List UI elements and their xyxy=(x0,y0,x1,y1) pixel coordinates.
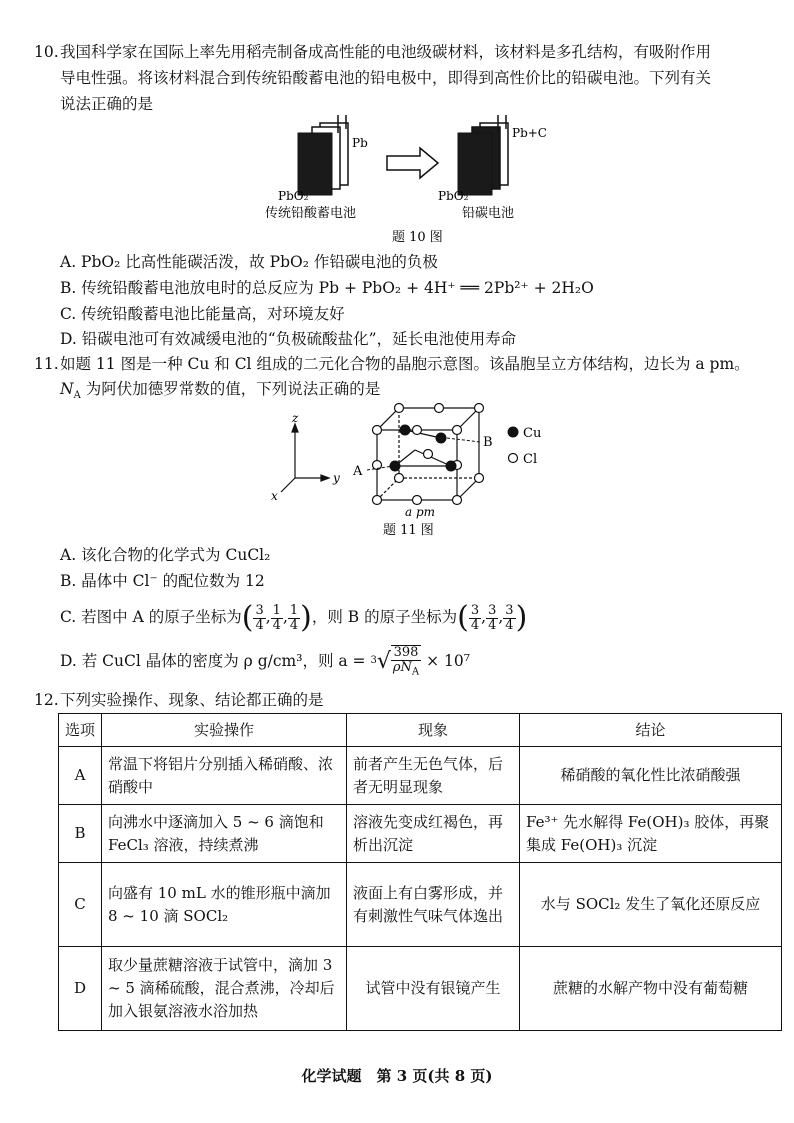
left-battery-plates xyxy=(298,115,348,195)
row-conclusion: 稀硝酸的氧化性比浓硝酸强 xyxy=(520,747,782,805)
header-conclusion: 结论 xyxy=(520,714,782,747)
point-b-label: B xyxy=(483,435,493,450)
header-option: 选项 xyxy=(59,714,102,747)
left-top-label: Pb xyxy=(352,136,368,150)
transform-arrow xyxy=(387,148,438,178)
header-operation: 实验操作 xyxy=(102,714,347,747)
table-row xyxy=(59,863,782,947)
q11-stem-line1: 如题 11 图是一种 Cu 和 Cl 组成的二元化合物的晶胞示意图。该晶胞呈立方体结构，边长为 a pm。 xyxy=(60,355,750,373)
fig11-title: 题 11 图 xyxy=(383,523,434,538)
q10-stem-line2: 导电性强。将该材料混合到传统铅酸蓄电池的铅电极中，即得到高性价比的铅碳电池。下列有关 xyxy=(60,69,712,87)
table-row xyxy=(59,947,782,1031)
q10-number: 10. xyxy=(34,43,59,61)
q10-option-a: A. PbO₂ 比高性能碳活泼，故 PbO₂ 作铅碳电池的负极 xyxy=(60,253,438,271)
row-option: B xyxy=(59,805,102,863)
q12-table xyxy=(58,713,782,1031)
q11-stem-line2: $N_A$ 为阿伏加德罗常数的值，下列说法正确的是 xyxy=(60,380,381,402)
row-conclusion: 水与 SOCl₂ 发生了氧化还原反应 xyxy=(520,863,782,947)
q11-figure xyxy=(265,400,565,540)
row-operation: 取少量蔗糖溶液于试管中，滴加 3 ~ 5 滴稀硫酸，混合煮沸，冷却后加入银氨溶液水浴加热 xyxy=(102,947,347,1031)
right-bottom-label: PbO₂ xyxy=(438,189,469,203)
q11-option-a: A. 该化合物的化学式为 CuCl₂ xyxy=(60,546,271,564)
page-footer: 化学试题 第 3 页(共 8 页) xyxy=(301,1067,493,1085)
axis-z-label: z xyxy=(292,411,299,425)
q11-option-b: B. 晶体中 Cl⁻ 的配位数为 12 xyxy=(60,572,265,590)
table-row xyxy=(59,805,782,863)
coordinate-axes xyxy=(281,424,329,492)
q12-number: 12. xyxy=(34,691,59,709)
table-header-row xyxy=(59,714,782,747)
row-phenomenon: 溶液先变成红褐色，再析出沉淀 xyxy=(347,805,520,863)
avogadro-symbol: N xyxy=(60,380,74,398)
legend-cl-marker xyxy=(509,454,518,463)
q10-stem-line1: 我国科学家在国际上率先用稻壳制备成高性能的电池级碳材料，该材料是多孔结构，有吸附作用 xyxy=(60,43,712,61)
row-option: A xyxy=(59,747,102,805)
q11-option-d: D. 若 CuCl 晶体的密度为 ρ g/cm³，则 a = $^3$√ $\frac{398}{\rho N_A}$ × 10⁷ xyxy=(60,644,470,678)
row-operation: 常温下将铝片分别插入稀硝酸、浓硝酸中 xyxy=(102,747,347,805)
fig10-title: 题 10 图 xyxy=(392,230,443,245)
q10-option-c: C. 传统铅酸蓄电池比能量高，对环境友好 xyxy=(60,305,345,323)
axis-x-label: x xyxy=(271,489,278,503)
legend-cu-label: Cu xyxy=(523,426,542,441)
row-phenomenon: 试管中没有银镜产生 xyxy=(347,947,520,1031)
q11-option-c: C. 若图中 A 的原子坐标为( $\frac{3}{4}$ , $\frac{1}{4}$ , $\frac{1}{4}$ )，则 B 的原子坐标为( $\frac{3}{4}$ , $\frac{3}{4}$ , $\frac{3}{4}$ ) xyxy=(60,600,528,635)
table-row xyxy=(59,747,782,805)
right-caption: 铅碳电池 xyxy=(462,206,515,221)
point-a-label: A xyxy=(353,464,363,479)
q11-number: 11. xyxy=(34,355,59,373)
edge-length-label: a pm xyxy=(405,505,436,519)
q10-figure xyxy=(250,115,580,250)
row-conclusion: Fe³⁺ 先水解得 Fe(OH)₃ 胶体，再聚集成 Fe(OH)₃ 沉淀 xyxy=(520,805,782,863)
row-operation: 向沸水中逐滴加入 5 ~ 6 滴饱和 FeCl₃ 溶液，持续煮沸 xyxy=(102,805,347,863)
row-option: C xyxy=(59,863,102,947)
legend-cu-marker xyxy=(508,427,519,438)
right-top-label: Pb+C xyxy=(512,126,547,140)
axis-y-label: y xyxy=(333,471,340,485)
row-phenomenon: 前者产生无色气体，后者无明显现象 xyxy=(347,747,520,805)
q12-stem: 下列实验操作、现象、结论都正确的是 xyxy=(60,691,324,709)
legend-cl-label: Cl xyxy=(523,452,538,467)
q10-option-d: D. 铅碳电池可有效减缓电池的“负极硫酸盐化”，延长电池使用寿命 xyxy=(60,330,517,348)
left-bottom-label: PbO₂ xyxy=(278,189,309,203)
header-phenomenon: 现象 xyxy=(347,714,520,747)
left-caption: 传统铅酸蓄电池 xyxy=(265,206,357,221)
row-conclusion: 蔗糖的水解产物中没有葡萄糖 xyxy=(520,947,782,1031)
row-option: D xyxy=(59,947,102,1031)
q10-stem-line3: 说法正确的是 xyxy=(60,95,154,113)
right-battery-plates xyxy=(458,115,508,195)
q10-option-b: B. 传统铅酸蓄电池放电时的总反应为 Pb + PbO₂ + 4H⁺ ══ 2Pb²⁺ + 2H₂O xyxy=(60,279,594,297)
row-phenomenon: 液面上有白雾形成，并有刺激性气味气体逸出 xyxy=(347,863,520,947)
row-operation: 向盛有 10 mL 水的锥形瓶中滴加 8 ~ 10 滴 SOCl₂ xyxy=(102,863,347,947)
